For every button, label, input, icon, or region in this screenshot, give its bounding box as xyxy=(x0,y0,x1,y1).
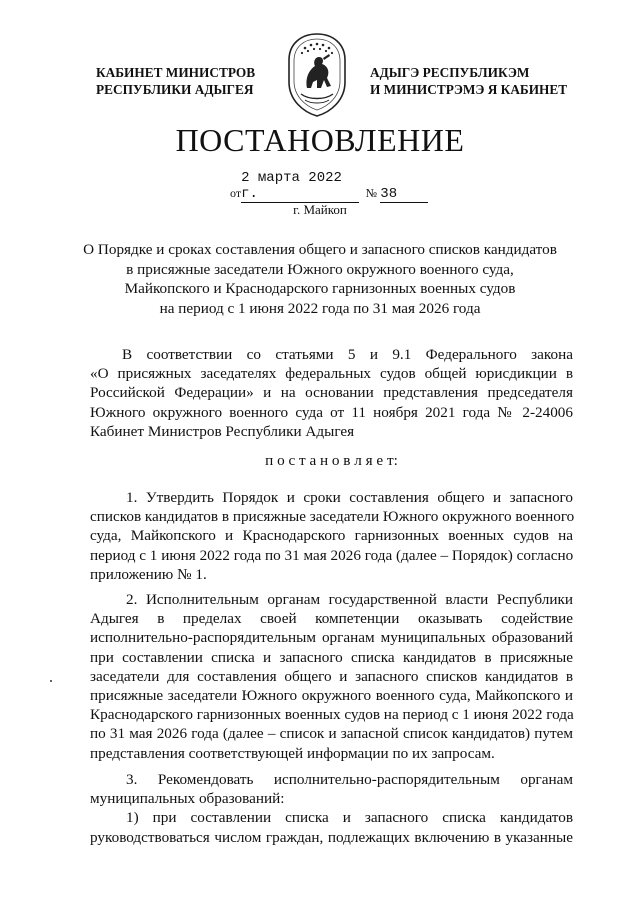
date-value: 2 марта 2022 г. xyxy=(241,170,359,203)
item-1-line: период с 1 июня 2022 года по 31 мая 2026 года (далее – Порядок) согласно xyxy=(90,546,574,564)
scan-speck xyxy=(50,680,52,682)
item-2-line: заседатели для составления общего и запасного списков кандидатов в xyxy=(90,667,573,685)
preamble-line: Кабинет Министров Республики Адыгея xyxy=(90,422,355,440)
item-2-line: Адыгея в пределах своей компетенции оказывать содействие xyxy=(90,610,573,628)
item-2-line: при составлении списка и запасного списка кандидатов в присяжные xyxy=(90,648,573,666)
subject-line: на период с 1 июня 2022 года по 31 мая 2026 года xyxy=(159,299,481,317)
document-title: ПОСТАНОВЛЕНИЕ xyxy=(175,122,465,158)
item-3-line: 3. Рекомендовать исполнительно-распорядительным органам xyxy=(126,771,573,788)
issuer-name-adyghe xyxy=(370,64,567,98)
item-2-line: представления соответствующей информации по их запросам. xyxy=(90,744,495,762)
coat-of-arms-icon xyxy=(283,30,351,118)
item-2-line: исполнительно-распорядительным органам муниципальных образований xyxy=(90,629,573,647)
subject-line: О Порядке и сроках составления общего и запасного списков кандидатов xyxy=(83,241,557,258)
item-3-line: 1) при составлении списка и запасного списка кандидатов xyxy=(126,809,573,827)
item-2-line: присяжные заседатели Южного окружного военного суда, Майкопского и xyxy=(90,686,573,704)
item-1-paragraph xyxy=(90,488,573,584)
preamble-line: Российской Федерации» и на основании представления председателя xyxy=(90,384,573,402)
item-3-line: муниципальных образований: xyxy=(90,790,285,808)
item-2-line: Краснодарского гарнизонных военных судов на период с 1 июня 2022 года xyxy=(90,706,574,724)
resolves-text: п о с т а н о в л я е т: xyxy=(265,452,398,469)
resolves-line xyxy=(90,451,573,470)
number-prefix: № xyxy=(365,186,378,200)
date-number-line xyxy=(230,170,428,203)
subject-line: в присяжные заседатели Южного окружного военного суда, xyxy=(126,260,514,278)
item-1-line: приложению № 1. xyxy=(90,565,207,583)
issuer-name-russian xyxy=(96,64,255,98)
issuer-line-1: КАБИНЕТ МИНИСТРОВ xyxy=(96,65,256,80)
item-1-line: суда, Майкопского и Краснодарского гарнизонных военных судов на xyxy=(90,527,573,545)
city: г. Майкоп xyxy=(293,202,347,217)
subject-line: Майкопского и Краснодарского гарнизонных военных судов xyxy=(124,280,516,297)
date-prefix: от xyxy=(230,186,242,200)
preamble-line: В соответствии со статьями 5 и 9.1 Федерального закона xyxy=(122,346,573,363)
preamble-paragraph xyxy=(90,345,573,441)
document-subject xyxy=(40,240,600,318)
item-2-paragraph xyxy=(90,590,573,763)
preamble-line: «О присяжных заседателях федеральных судов общей юрисдикции в xyxy=(90,365,573,383)
item-3-paragraph xyxy=(90,770,573,847)
issuer-adyghe-line-1: АДЫГЭ РЕСПУБЛИКЭМ xyxy=(370,65,530,80)
issuer-adyghe-line-2: И МИНИСТРЭМЭ Я КАБИНЕТ xyxy=(370,82,568,97)
issuer-line-2: РЕСПУБЛИКИ АДЫГЕЯ xyxy=(96,82,254,97)
item-1-line: списков кандидатов в присяжные заседатели Южного окружного военного xyxy=(90,508,575,526)
item-2-line: по 31 мая 2026 года (далее – список и запасной список кандидатов) путем xyxy=(90,725,573,743)
preamble-line: Южного окружного военного суда от 11 ноября 2021 года № 2-24006 xyxy=(90,403,573,421)
item-2-line: 2. Исполнительным органам государственной власти Республики xyxy=(126,591,573,608)
item-1-line: 1. Утвердить Порядок и сроки составления общего и запасного xyxy=(126,489,573,506)
item-3-line: руководствоваться числом граждан, подлежащих включению в указанные xyxy=(90,828,573,846)
number-value: 38 xyxy=(380,186,428,203)
